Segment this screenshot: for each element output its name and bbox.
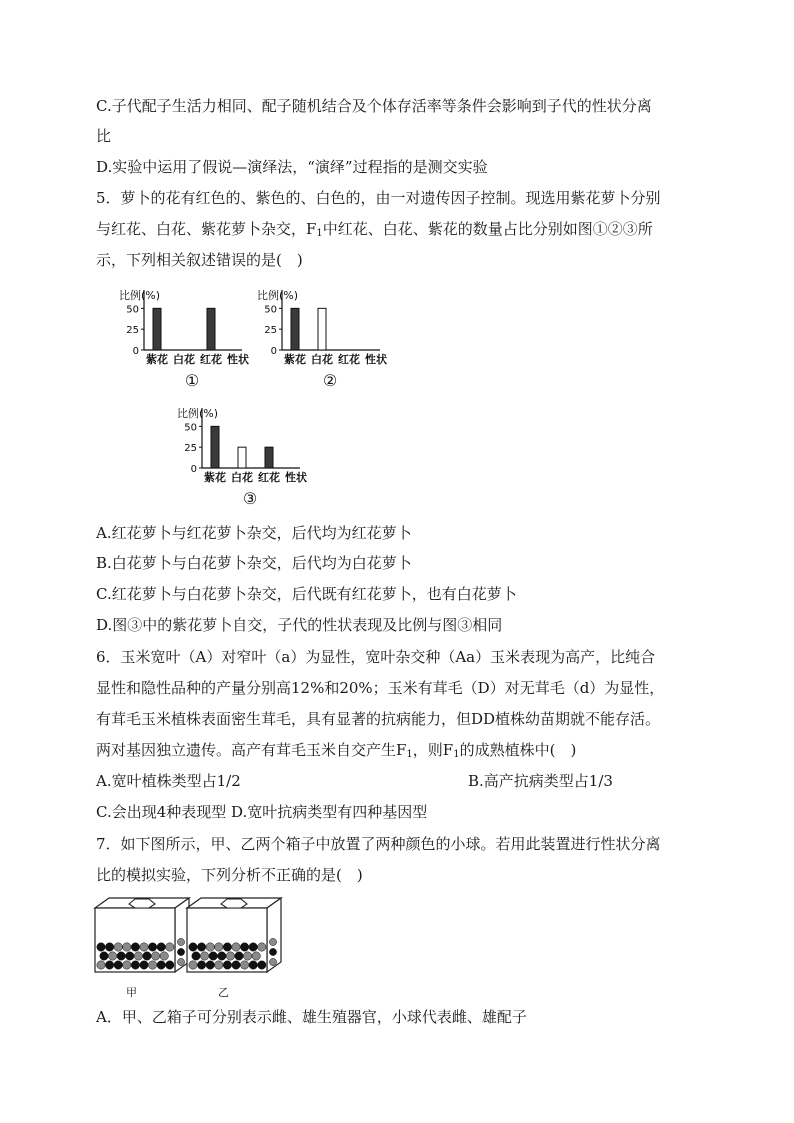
chart-2-plot (257, 288, 387, 390)
chart-2 (252, 284, 402, 394)
box-hole (129, 899, 155, 908)
chart-2-xtick-1: 白花 (311, 353, 333, 366)
chart-1-xtick-2: 红花 (200, 353, 222, 366)
ball (192, 952, 200, 960)
ball (134, 952, 142, 960)
ball (249, 961, 257, 969)
ball (215, 943, 223, 951)
q6-option-b: B.高产抗病类型占1/3 (468, 772, 613, 790)
ball (151, 952, 159, 960)
chart-1-ylabel: 比例(%) (119, 289, 161, 302)
box-jia (95, 898, 189, 972)
box-jia-label: 甲 (126, 986, 137, 999)
ball (177, 938, 184, 945)
ball (166, 943, 174, 951)
ball (258, 943, 266, 951)
q7-stem-line1: 7．如下图所示，甲、乙两个箱子中放置了两种颜色的小球。若用此装置进行性状分离 (96, 835, 661, 853)
chart-3-ytick-2: 50 (184, 422, 197, 434)
chart-1 (114, 284, 264, 394)
q4-option-c-line2: 比 (96, 127, 112, 145)
ball (226, 952, 234, 960)
ball (97, 961, 105, 969)
chart-2-bar-1 (318, 308, 326, 350)
chart-1-xlabel: 性状 (227, 353, 249, 366)
q6-options-ab (96, 771, 706, 791)
chart-2-caption: ② (322, 371, 338, 390)
q5-stem-line1: 5．萝卜的花有红色的、紫色的、白色的，由一对遗传因子控制。现选用紫花萝卜分别 (96, 189, 661, 207)
ball (140, 961, 148, 969)
ball (215, 961, 223, 969)
chart-3-xlabel: 性状 (285, 471, 307, 484)
ball (243, 952, 251, 960)
ball (131, 961, 139, 969)
chart-3-plot (177, 406, 307, 508)
ball (189, 961, 197, 969)
chart-3-xtick-2: 红花 (258, 471, 280, 484)
chart-2-bar-0 (291, 308, 299, 350)
q7-option-a: A．甲、乙箱子可分别表示雌、雄生殖器官，小球代表雌、雄配子 (96, 1008, 527, 1026)
chart-2-ytick-1: 25 (264, 325, 277, 337)
q5-option-b: B.白花萝卜与白花萝卜杂交，后代均为白花萝卜 (96, 554, 412, 572)
q7-stem-line2: 比的模拟实验，下列分析不正确的是( ) (96, 866, 363, 884)
ball (269, 938, 276, 945)
box-hole (221, 899, 247, 908)
ball (269, 958, 276, 965)
ball (117, 952, 125, 960)
q6-stem-line4: 两对基因独立遗传。高产有茸毛玉米自交产生$F_1$，则$F_1$的成熟植株中( ) (96, 741, 577, 760)
chart-3-ylabel: 比例(%) (177, 407, 219, 420)
chart-1-ytick-0: 0 (132, 346, 139, 357)
q4-option-d: D.实验中运用了假说—演绎法，“演绎”过程指的是测交实验 (96, 158, 488, 176)
q5-option-d: D.图③中的紫花萝卜自交，子代的性状表现及比例与图③相同 (96, 616, 503, 634)
chart-3 (172, 402, 322, 512)
ball (157, 961, 165, 969)
chart-3-bar-2 (265, 447, 273, 468)
chart-3-xtick-1: 白花 (231, 471, 253, 484)
q5-stem-line3: 示，下列相关叙述错误的是( ) (96, 251, 303, 269)
chart-2-ytick-0: 0 (270, 346, 277, 357)
chart-1-ytick-1: 25 (126, 325, 139, 337)
chart-3-ytick-0: 0 (190, 464, 197, 475)
ball (269, 948, 276, 955)
ball (200, 952, 208, 960)
ball (258, 961, 266, 969)
chart-1-xtick-1: 白花 (173, 353, 195, 366)
box-yi-label: 乙 (218, 986, 229, 999)
ball (105, 961, 113, 969)
ball (131, 943, 139, 951)
ball (223, 961, 231, 969)
ball (197, 943, 205, 951)
ball (206, 961, 214, 969)
ball (177, 958, 184, 965)
ball-boxes-figure (92, 894, 292, 1000)
ball (197, 961, 205, 969)
ball (240, 943, 248, 951)
ball (206, 943, 214, 951)
ball (249, 943, 257, 951)
ball (140, 943, 148, 951)
ball (148, 943, 156, 951)
chart-1-bar-0 (153, 308, 161, 350)
q5-option-a: A.红花萝卜与红花萝卜杂交，后代均为红花萝卜 (96, 524, 412, 542)
q6-stem-line3: 有茸毛玉米植株表面密生茸毛，具有显著的抗病能力，但DD植株幼苗期就不能存活。 (96, 710, 661, 728)
chart-2-ylabel: 比例(%) (257, 289, 299, 302)
ball (105, 943, 113, 951)
ball (252, 952, 260, 960)
q5-stem-line2: 与红花、白花、紫花萝卜杂交，$F_1$中红花、白花、紫花的数量占比分别如图①②③所 (96, 220, 653, 239)
ball (177, 948, 184, 955)
ball (166, 961, 174, 969)
ball (218, 952, 226, 960)
chart-1-plot (119, 288, 249, 390)
ball (160, 952, 168, 960)
chart-3-bar-1 (238, 447, 246, 468)
ball (123, 943, 131, 951)
q6-stem-line2: 显性和隐性品种的产量分别高12%和20%；玉米有茸毛（D）对无茸毛（d）为显性， (96, 679, 665, 697)
ball (114, 961, 122, 969)
ball (209, 952, 217, 960)
chart-1-caption: ① (184, 371, 200, 390)
ball (123, 961, 131, 969)
ball (157, 943, 165, 951)
chart-2-xtick-0: 紫花 (284, 353, 306, 366)
chart-1-xtick-0: 紫花 (146, 353, 168, 366)
ball (223, 943, 231, 951)
ball (240, 961, 248, 969)
q4-option-c-line1: C.子代配子生活力相同、配子随机结合及个体存活率等条件会影响到子代的性状分离 (96, 97, 652, 115)
ball (235, 952, 243, 960)
ball (114, 943, 122, 951)
box-yi (187, 898, 281, 972)
chart-3-xtick-0: 紫花 (204, 471, 226, 484)
ball (100, 952, 108, 960)
chart-2-ytick-2: 50 (264, 304, 277, 316)
chart-3-bar-0 (211, 426, 219, 468)
chart-2-xlabel: 性状 (365, 353, 387, 366)
ball (143, 952, 151, 960)
ball (126, 952, 134, 960)
ball (232, 943, 240, 951)
ball (148, 961, 156, 969)
q6-option-a: A.宽叶植株类型占1/2 (96, 772, 241, 790)
chart-3-ytick-1: 25 (184, 443, 197, 455)
ball (108, 952, 116, 960)
q6-options-cd: C.会出现4种表现型 D.宽叶抗病类型有四种基因型 (96, 803, 428, 821)
chart-3-caption: ③ (242, 489, 258, 508)
ball (189, 943, 197, 951)
chart-2-xtick-2: 红花 (338, 353, 360, 366)
ball (97, 943, 105, 951)
q6-stem-line1: 6．玉米宽叶（A）对窄叶（a）为显性，宽叶杂交种（Aa）玉米表现为高产，比纯合 (96, 648, 656, 666)
ball (232, 961, 240, 969)
chart-1-bar-2 (207, 308, 215, 350)
q5-option-c: C.红花萝卜与白花萝卜杂交，后代既有红花萝卜，也有白花萝卜 (96, 585, 517, 603)
chart-1-ytick-2: 50 (126, 304, 139, 316)
